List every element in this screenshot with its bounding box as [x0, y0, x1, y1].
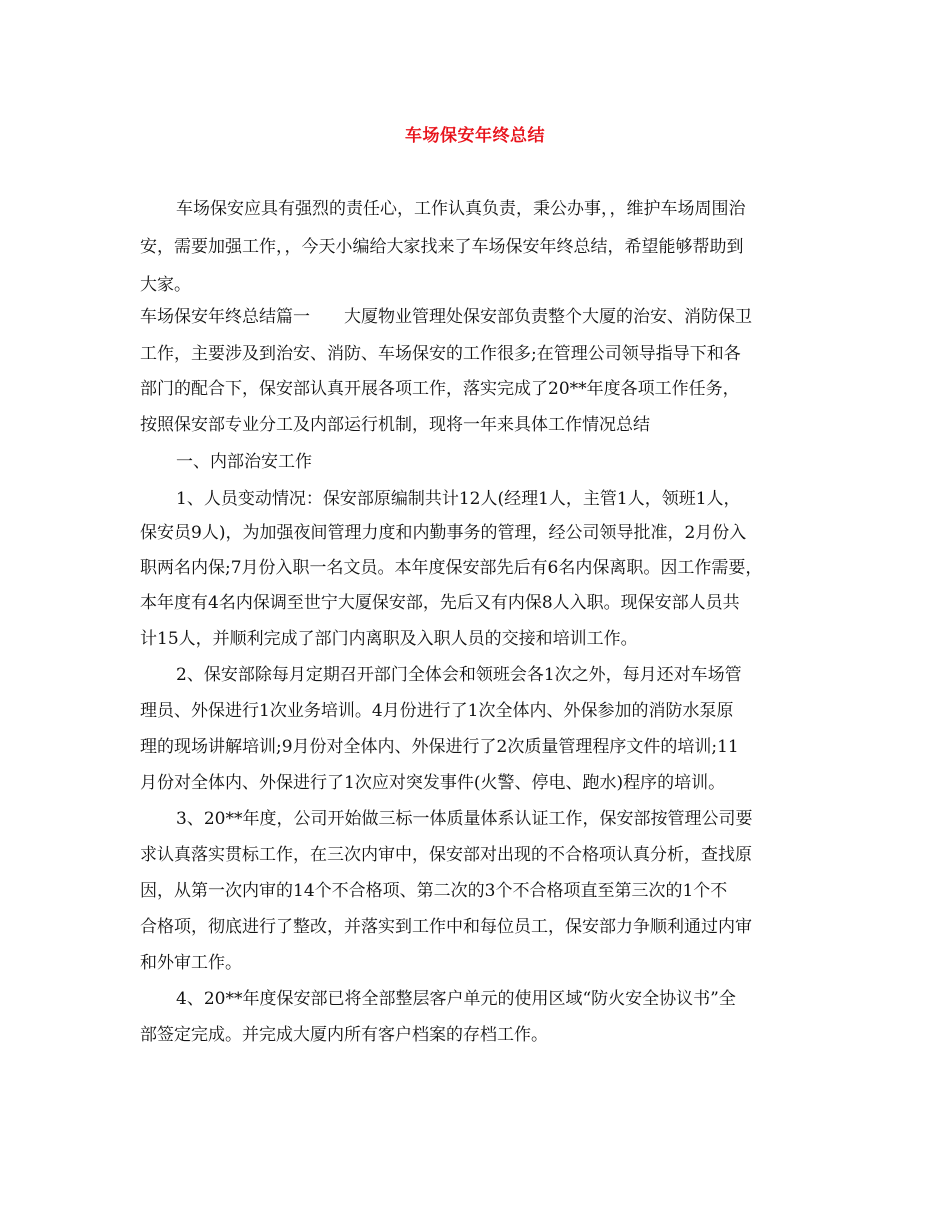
paragraph-line: 按照保安部专业分工及内部运行机制，现将一年来具体工作情况总结 [140, 415, 650, 435]
document-title: 车场保安年终总结 [405, 126, 545, 146]
paragraph-line: 车场保安应具有强烈的责任心，工作认真负责，秉公办事，，维护车场周围治 [176, 199, 746, 219]
paragraph-line: 求认真落实贯标工作，在三次内审中，保安部对出现的不合格项认真分析，查找原 [140, 845, 752, 865]
paragraph-line: 部门的配合下，保安部认真开展各项工作，落实完成了20**年度各项工作任务， [140, 379, 740, 399]
paragraph-line: 职两名内保;7月份入职一名文员。本年度保安部先后有6名内保离职。因工作需要， [140, 558, 763, 578]
paragraph-line: 合格项，彻底进行了整改，并落实到工作中和每位员工，保安部力争顺利通过内审 [140, 917, 752, 937]
paragraph-line: 工作，主要涉及到治安、消防、车场保安的工作很多;在管理公司领导指导下和各 [140, 344, 741, 364]
paragraph-line: 理的现场讲解培训;9月份对全体内、外保进行了2次质量管理程序文件的培训;11 [140, 737, 739, 757]
paragraph-line: 和外审工作。 [140, 953, 242, 973]
paragraph-line: 理员、外保进行1次业务培训。4月份进行了1次全体内、外保参加的消防水泵原 [140, 701, 734, 721]
paragraph-line: 本年度有4名内保调至世宁大厦保安部，先后又有内保8人入职。现保安部人员共 [140, 593, 740, 613]
paragraph-line: 车场保安年终总结篇一 大厦物业管理处保安部负责整个大厦的治安、消防保卫 [140, 307, 752, 327]
paragraph-line: 保安员9人)，为加强夜间管理力度和内勤事务的管理，经公司领导批准，2月份入 [140, 523, 747, 543]
section-heading: 一、内部治安工作 [176, 452, 312, 472]
paragraph-line: 月份对全体内、外保进行了1次应对突发事件(火警、停电、跑水)程序的培训。 [140, 773, 726, 793]
paragraph-line: 因，从第一次内审的14个不合格项、第二次的3个不合格项直至第三次的1个不 [140, 881, 728, 901]
paragraph-line: 部签定完成。并完成大厦内所有客户档案的存档工作。 [140, 1025, 548, 1045]
paragraph-line: 计15人，并顺利完成了部门内离职及入职人员的交接和培训工作。 [140, 629, 638, 649]
paragraph-line: 4、20**年度保安部已将全部整层客户单元的使用区域“防火安全协议书”全 [176, 989, 736, 1009]
paragraph-line: 大家。 [140, 275, 191, 295]
paragraph-line: 安，需要加强工作，，今天小编给大家找来了车场保安年终总结，希望能够帮助到 [140, 237, 744, 257]
paragraph-line: 1、人员变动情况：保安部原编制共计12人(经理1人，主管1人，领班1人， [176, 489, 741, 509]
paragraph-line: 3、20**年度，公司开始做三标一体质量体系认证工作，保安部按管理公司要 [176, 809, 753, 829]
paragraph-line: 2、保安部除每月定期召开部门全体会和领班会各1次之外，每月还对车场管 [176, 665, 742, 685]
